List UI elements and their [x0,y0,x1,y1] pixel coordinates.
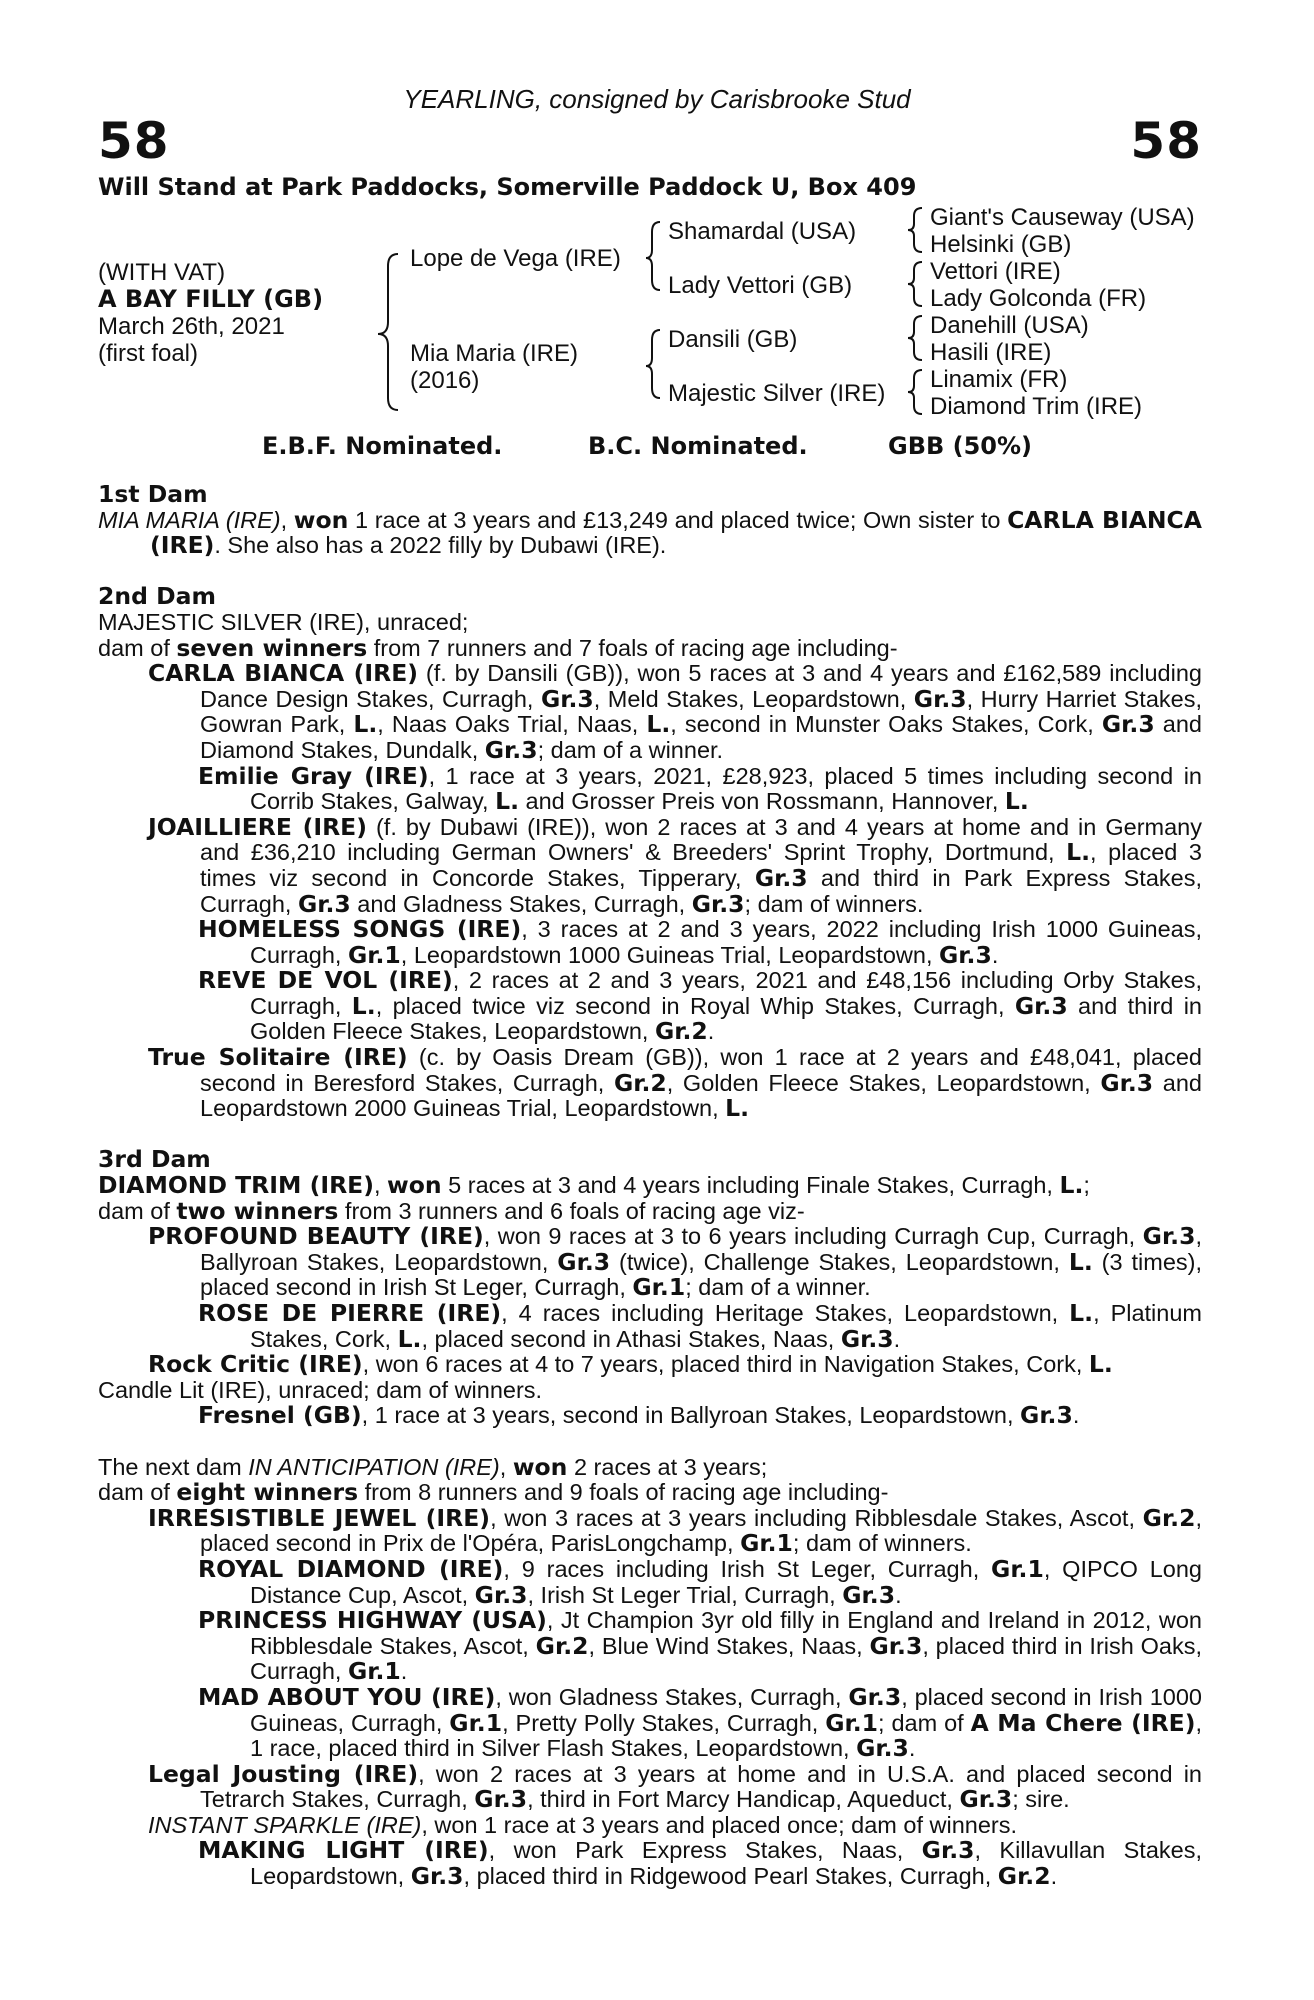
bracket-sd [908,262,922,306]
stand-location: Will Stand at Park Paddocks, Somerville Paddock U, Box 409 [98,173,917,201]
first-dam-entry: MIA MARIA (IRE), won 1 race at 3 years and £13,249 and placed twice; Own sister to CARLA BIANCA (IRE). She also has a 2022 filly by Dubawi (IRE). [98,505,1202,560]
sire-sire-dam: Helsinki (GB) [930,231,1072,258]
third-dam-entry: DIAMOND TRIM (IRE), won 5 races at 3 and 4 years including Finale Stakes, Curragh, L.; [98,1171,1090,1200]
second-dam-entry: MAJESTIC SILVER (IRE), unraced; [98,608,469,635]
produce-carla-bianca: CARLA BIANCA (IRE) (f. by Dansili (GB)), won 5 races at 3 and 4 years and £162,589 including Dance Design Stakes, Curragh, Gr.3, Meld Stakes, Leopardstown, Gr.3, Hurry Harriet Stakes, Gowran Park, L., Naas Oaks Trial, Naas, L., second in Munster Oaks Stakes, Cork, Gr.3 and Diamond Stakes, Dundalk, Gr.3; dam of a winner. [148,659,1203,764]
dam-year: (2016) [410,367,480,394]
sire-sire: Shamardal (USA) [668,218,857,245]
bracket-gen1 [378,254,398,410]
dam-dam: Majestic Silver (IRE) [668,380,886,407]
horse-name: A BAY FILLY (GB) [98,285,324,313]
produce-reve-de-vol: REVE DE VOL (IRE), 2 races at 2 and 3 years, 2021 and £48,156 including Orby Stakes, Curragh, L., placed twice viz second in Royal Whip Stakes, Curragh, Gr.3 and third in Golden Fleece Stakes, Leopardstown, Gr.2. [198,966,1203,1046]
first-dam-heading: 1st Dam [98,480,208,508]
dam: Mia Maria (IRE) [410,340,579,367]
sire-dam-sire: Vettori (IRE) [930,258,1061,285]
foaling-date: March 26th, 2021 [98,313,285,340]
next-dam-produce: dam of eight winners from 8 runners and 9 foals of racing age including- [98,1478,889,1507]
produce-irresistible-jewel: IRRESISTIBLE JEWEL (IRE), won 3 races at 3 years including Ribblesdale Stakes, Ascot, Gr.2, placed second in Prix de l'Opéra, ParisLongchamp, Gr.1; dam of winners. [148,1503,1202,1558]
gbb-note: GBB (50%) [888,432,1033,460]
dam-sire-dam: Hasili (IRE) [930,339,1052,366]
sire-dam-dam: Lady Golconda (FR) [930,285,1147,312]
bracket-dam [646,330,660,398]
bracket-sire [646,222,660,290]
second-dam-produce: dam of seven winners from 7 runners and 7 foals of racing age including- [98,633,898,662]
produce-rose-de-pierre: ROSE DE PIERRE (IRE), 4 races including Heritage Stakes, Leopardstown, L., Platinum Stakes, Cork, L., placed second in Athasi Stakes, Naas, Gr.3. [198,1299,1202,1353]
dam-sire: Dansili (GB) [668,326,798,353]
third-dam-heading: 3rd Dam [98,1145,211,1174]
second-dam-heading: 2nd Dam [98,582,216,611]
produce-royal-diamond: ROYAL DIAMOND (IRE), 9 races including Irish St Leger, Curragh, Gr.1, QIPCO Long Distance Cup, Ascot, Gr.3, Irish St Leger Trial, Curragh, Gr.3. [198,1554,1202,1609]
produce-legal-jousting: Legal Jousting (IRE), won 2 races at 3 years at home and in U.S.A. and placed second in Tetrarch Stakes, Curragh, Gr.3, third in Fort Marcy Handicap, Aqueduct, Gr.3; sire. [148,1759,1202,1814]
third-dam-produce: dam of two winners from 3 runners and 6 foals of racing age viz- [98,1196,805,1225]
produce-profound-beauty: PROFOUND BEAUTY (IRE), won 9 races at 3 to 6 years including Curragh Cup, Curragh, Gr.3, Ballyroan Stakes, Leopardstown, Gr.3 (twice), Challenge Stakes, Leopardstown, L. (3 times), placed second in Irish St Leger, Curragh, Gr.1; dam of a winner. [148,1222,1203,1302]
lot-number-right: 58 [1130,112,1202,170]
consignment-line: YEARLING, consigned by Carisbrooke Stud [403,84,911,114]
produce-princess-highway: PRINCESS HIGHWAY (USA), Jt Champion 3yr old filly in England and Ireland in 2012, won Ribblesdale Stakes, Ascot, Gr.2, Blue Wind Stakes, Naas, Gr.3, placed third in Irish Oaks, Curragh, Gr.1. [198,1606,1203,1686]
vat-note: (WITH VAT) [98,259,226,286]
produce-fresnel: Fresnel (GB), 1 race at 3 years, second in Ballyroan Stakes, Leopardstown, Gr.3. [198,1401,1080,1430]
next-dam-entry: The next dam IN ANTICIPATION (IRE), won 2 races at 3 years; [98,1452,768,1481]
produce-joailliere: JOAILLIERE (IRE) (f. by Dubawi (IRE)), won 2 races at 3 and 4 years at home and in Germany and £36,210 including German Owners' & Breeders' Sprint Trophy, Dortmund, L., placed 3 times viz second in Concorde Stakes, Tipperary, Gr.3 and third in Park Express Stakes, Curragh, Gr.3 and Gladness Stakes, Curragh, Gr.3; dam of winners. [148,812,1203,918]
bracket-ss [908,208,922,252]
produce-instant-sparkle: INSTANT SPARKLE (IRE), won 1 race at 3 years and placed once; dam of winners. [148,1811,1018,1838]
sire-dam: Lady Vettori (GB) [668,272,853,299]
sire: Lope de Vega (IRE) [410,245,621,272]
catalogue-body [98,482,1202,1890]
pedigree-brackets [0,0,1314,430]
lot-number-left: 58 [98,112,170,170]
produce-candle-lit: Candle Lit (IRE), unraced; dam of winners. [98,1376,543,1403]
dam-dam-dam: Diamond Trim (IRE) [930,393,1143,420]
dam-dam-sire: Linamix (FR) [930,366,1068,393]
produce-mad-about-you: MAD ABOUT YOU (IRE), won Gladness Stakes, Curragh, Gr.3, placed second in Irish 1000 Guineas, Curragh, Gr.1, Pretty Polly Stakes, Curragh, Gr.1; dam of A Ma Chere (IRE), 1 race, placed third in Silver Flash Stakes, Leopardstown, Gr.3. [198,1682,1202,1763]
sire-sire-sire: Giant's Causeway (USA) [930,204,1195,231]
produce-homeless-songs: HOMELESS SONGS (IRE), 3 races at 2 and 3 years, 2022 including Irish 1000 Guineas, Curragh, Gr.1, Leopardstown 1000 Guineas Trial, Leopardstown, Gr.3. [198,915,1202,969]
produce-emilie-gray: Emilie Gray (IRE), 1 race at 3 years, 2021, £28,923, placed 5 times including second in Corrib Stakes, Galway, L. and Grosser Preis von Rossmann, Hannover, L. [198,761,1202,816]
ebf-nomination: E.B.F. Nominated. [262,432,503,460]
dam-sire-sire: Danehill (USA) [930,312,1089,339]
bracket-dd [908,370,922,414]
foal-note: (first foal) [98,340,199,367]
bc-nomination: B.C. Nominated. [588,432,808,460]
produce-making-light: MAKING LIGHT (IRE), won Park Express Stakes, Naas, Gr.3, Killavullan Stakes, Leopardstown, Gr.3, placed third in Ridgewood Pearl Stakes, Curragh, Gr.2. [198,1836,1202,1891]
bracket-ds [908,316,922,360]
produce-true-solitaire: True Solitaire (IRE) (c. by Oasis Dream (GB)), won 1 race at 2 years and £48,041, placed second in Beresford Stakes, Curragh, Gr.2, Golden Fleece Stakes, Leopardstown, Gr.3 and Leopardstown 2000 Guineas Trial, Leopardstown, L. [148,1043,1202,1123]
produce-rock-critic: Rock Critic (IRE), won 6 races at 4 to 7 years, placed third in Navigation Stakes, Cork, L. [148,1350,1113,1379]
